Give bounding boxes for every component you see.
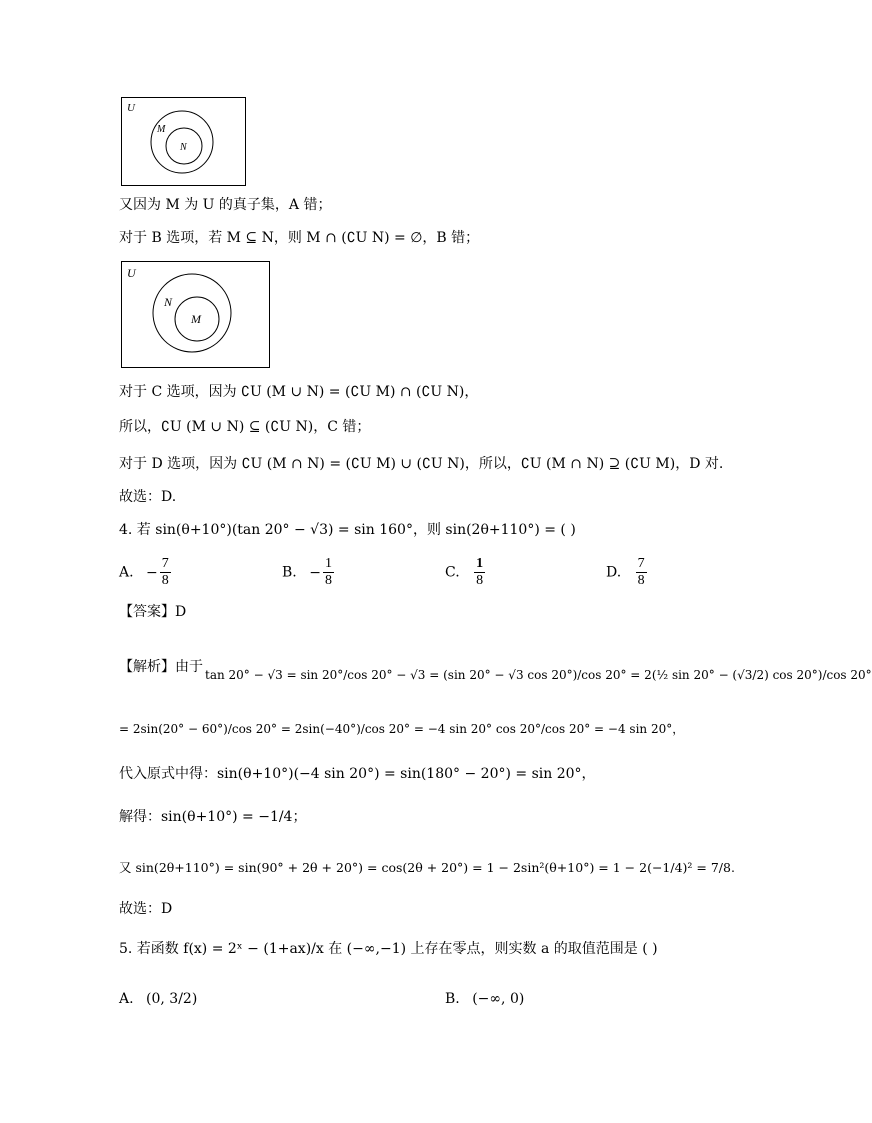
line-b-option: 对于 B 选项，若 M ⊆ N，则 M ∩ (∁U N) = ∅，B 错； [119,230,480,246]
q4-stem: 4. 若 sin(θ+10°)(tan 20° − √3) = sin 160°，则 sin(2θ+110°) = ( ) [119,522,576,538]
q4-answer: 【答案】D [119,604,187,620]
q5-option-b-value: (−∞, 0) [472,991,525,1007]
venn1-outer-label: M [157,124,166,135]
q4-option-c: C. $\frac{1}{8}$ [445,556,484,588]
q4-sub-label: 代入原式中得： [119,766,217,782]
q4-step2: = 2sin(20° − 60°)/cos 20° = 2sin(−40°)/cos 20° = −4 sin 20° cos 20°/cos 20° = −4 sin 20°， [119,722,685,736]
q5-option-b [445,990,524,1008]
q4-solve-label: 解得： [119,809,161,825]
line-a-wrong: 又因为 M 为 U 的真子集，A 错； [119,197,332,213]
line-c-option: 对于 C 选项，因为 ∁U (M ∪ N) = (∁U M) ∩ (∁U N)， [119,384,479,400]
venn1-inner-label: N [180,142,187,153]
line-c-so: 所以，∁U (M ∪ N) ⊆ (∁U N)，C 错； [119,419,371,435]
line-pick-d: 故选：D. [119,489,177,505]
venn2-inner-label: M [191,312,201,326]
q4-also: 又 sin(2θ+110°) = sin(90° + 2θ + 20°) = cos(2θ + 20°) = 1 − 2sin²(θ+10°) = 1 − 2(−1/4)² = 7/8. [119,860,735,875]
venn1-universe-label: U [127,102,135,114]
q4-option-b: B. − $\frac{1}{8}$ [282,556,332,588]
q4-sub-line [119,765,596,783]
q4-solve-expr: sin(θ+10°) = −1/4； [161,809,307,825]
q5-option-b-label: B. [445,991,460,1007]
q4-solve-line [119,808,306,826]
q5-stem: 5. 若函数 f(x) = 2ˣ − (1+ax)/x 在 (−∞,−1) 上存在零点，则实数 a 的取值范围是 ( ) [119,941,658,957]
q4-analysis-label: 【解析】由于 [119,659,203,675]
q4-option-d: D. $\frac{7}{8}$ [606,556,645,588]
q5-option-a [119,990,197,1008]
q4-step1: tan 20° − √3 = sin 20°/cos 20° − √3 = (sin 20° − √3 cos 20°)/cos 20° = 2(½ sin 20° − (√3/2) cos 20°)/cos 20° [205,668,872,682]
q5-option-a-value: (0, 3/2) [146,991,198,1007]
venn-diagram-1 [121,97,249,187]
venn2-outer-label: N [164,295,173,309]
q5-option-a-label: A. [119,991,134,1007]
q4-sub-expr: sin(θ+10°)(−4 sin 20°) = sin(180° − 20°) = sin 20°， [217,766,596,782]
q4-pick: 故选：D [119,901,173,917]
q4-option-a: A. − $\frac{7}{8}$ [119,556,169,588]
venn2-universe-label: U [127,266,136,280]
line-d-option: 对于 D 选项，因为 ∁U (M ∩ N) = (∁U M) ∪ (∁U N)，所以，∁U (M ∩ N) ⊇ (∁U M)，D 对. [119,456,724,472]
venn-diagram-2 [121,261,273,370]
